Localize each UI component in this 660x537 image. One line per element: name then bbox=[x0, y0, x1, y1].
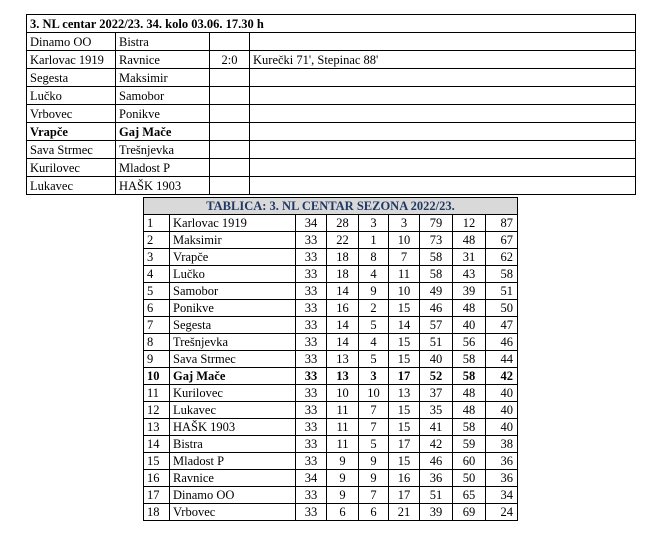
fixture-away-team: Ponikve bbox=[116, 105, 210, 123]
standings-draws: 9 bbox=[359, 453, 389, 470]
fixture-home-team: Karlovac 1919 bbox=[27, 51, 116, 69]
standings-goals-for: 42 bbox=[420, 436, 453, 453]
standings-goals-against: 50 bbox=[453, 470, 486, 487]
standings-row bbox=[144, 283, 518, 300]
standings-row bbox=[144, 215, 518, 232]
standings-goals-for: 73 bbox=[420, 232, 453, 249]
standings-goals-against: 58 bbox=[453, 419, 486, 436]
standings-losses: 15 bbox=[389, 402, 420, 419]
standings-wins: 22 bbox=[327, 232, 359, 249]
standings-draws: 5 bbox=[359, 436, 389, 453]
fixture-score bbox=[210, 87, 250, 105]
standings-row bbox=[144, 436, 518, 453]
standings-goals-for: 51 bbox=[420, 487, 453, 504]
standings-draws: 3 bbox=[359, 215, 389, 232]
standings-points: 44 bbox=[486, 351, 518, 368]
standings-position: 4 bbox=[144, 266, 170, 283]
standings-row bbox=[144, 368, 518, 385]
standings-losses: 16 bbox=[389, 470, 420, 487]
standings-losses: 21 bbox=[389, 504, 420, 521]
standings-points: 40 bbox=[486, 385, 518, 402]
standings-points: 38 bbox=[486, 436, 518, 453]
standings-losses: 11 bbox=[389, 266, 420, 283]
standings-goals-against: 48 bbox=[453, 300, 486, 317]
fixture-score bbox=[210, 177, 250, 195]
fixture-scorers bbox=[250, 33, 636, 51]
fixture-scorers bbox=[250, 87, 636, 105]
standings-goals-for: 41 bbox=[420, 419, 453, 436]
fixture-scorers bbox=[250, 159, 636, 177]
standings-row bbox=[144, 232, 518, 249]
standings-team: Gaj Mače bbox=[170, 368, 296, 385]
fixture-score bbox=[210, 123, 250, 141]
standings-goals-for: 51 bbox=[420, 334, 453, 351]
standings-points: 24 bbox=[486, 504, 518, 521]
standings-draws: 4 bbox=[359, 266, 389, 283]
standings-played: 33 bbox=[296, 232, 327, 249]
standings-goals-against: 48 bbox=[453, 402, 486, 419]
fixture-score bbox=[210, 105, 250, 123]
fixture-row bbox=[27, 177, 636, 195]
standings-draws: 10 bbox=[359, 385, 389, 402]
standings-draws: 7 bbox=[359, 402, 389, 419]
standings-draws: 4 bbox=[359, 334, 389, 351]
fixture-scorers bbox=[250, 123, 636, 141]
standings-losses: 15 bbox=[389, 453, 420, 470]
fixture-scorers: Kurečki 71', Stepinac 88' bbox=[250, 51, 636, 69]
standings-position: 14 bbox=[144, 436, 170, 453]
standings-goals-for: 57 bbox=[420, 317, 453, 334]
standings-position: 10 bbox=[144, 368, 170, 385]
fixture-away-team: Mladost P bbox=[116, 159, 210, 177]
fixture-score: 2:0 bbox=[210, 51, 250, 69]
standings-goals-against: 31 bbox=[453, 249, 486, 266]
standings-points: 67 bbox=[486, 232, 518, 249]
standings-wins: 9 bbox=[327, 487, 359, 504]
standings-team: Segesta bbox=[170, 317, 296, 334]
fixture-home-team: Kurilovec bbox=[27, 159, 116, 177]
fixture-away-team: Gaj Mače bbox=[116, 123, 210, 141]
standings-row bbox=[144, 487, 518, 504]
standings-points: 51 bbox=[486, 283, 518, 300]
standings-losses: 3 bbox=[389, 215, 420, 232]
standings-table bbox=[143, 197, 518, 521]
standings-goals-against: 56 bbox=[453, 334, 486, 351]
fixtures-title: 3. NL centar 2022/23. 34. kolo 03.06. 17.30 h bbox=[27, 15, 636, 33]
standings-team: Sava Strmec bbox=[170, 351, 296, 368]
standings-position: 9 bbox=[144, 351, 170, 368]
standings-wins: 13 bbox=[327, 351, 359, 368]
standings-goals-for: 37 bbox=[420, 385, 453, 402]
standings-goals-against: 69 bbox=[453, 504, 486, 521]
fixture-scorers bbox=[250, 105, 636, 123]
standings-position: 11 bbox=[144, 385, 170, 402]
standings-wins: 18 bbox=[327, 249, 359, 266]
standings-goals-for: 46 bbox=[420, 453, 453, 470]
standings-points: 58 bbox=[486, 266, 518, 283]
standings-position: 8 bbox=[144, 334, 170, 351]
standings-played: 34 bbox=[296, 470, 327, 487]
standings-losses: 13 bbox=[389, 385, 420, 402]
standings-goals-against: 59 bbox=[453, 436, 486, 453]
standings-wins: 9 bbox=[327, 470, 359, 487]
standings-team: Lučko bbox=[170, 266, 296, 283]
standings-played: 33 bbox=[296, 402, 327, 419]
fixture-scorers bbox=[250, 141, 636, 159]
standings-draws: 5 bbox=[359, 317, 389, 334]
standings-team: Karlovac 1919 bbox=[170, 215, 296, 232]
standings-team: Mladost P bbox=[170, 453, 296, 470]
standings-wins: 11 bbox=[327, 419, 359, 436]
fixture-home-team: Segesta bbox=[27, 69, 116, 87]
standings-wins: 13 bbox=[327, 368, 359, 385]
standings-wins: 18 bbox=[327, 266, 359, 283]
standings-played: 33 bbox=[296, 453, 327, 470]
fixture-row bbox=[27, 141, 636, 159]
fixture-away-team: HAŠK 1903 bbox=[116, 177, 210, 195]
fixture-row bbox=[27, 159, 636, 177]
standings-row bbox=[144, 266, 518, 283]
standings-position: 13 bbox=[144, 419, 170, 436]
standings-losses: 14 bbox=[389, 317, 420, 334]
standings-points: 40 bbox=[486, 419, 518, 436]
standings-team: Samobor bbox=[170, 283, 296, 300]
standings-points: 87 bbox=[486, 215, 518, 232]
fixture-row bbox=[27, 51, 636, 69]
standings-goals-for: 39 bbox=[420, 504, 453, 521]
standings-team: Ravnice bbox=[170, 470, 296, 487]
fixture-away-team: Bistra bbox=[116, 33, 210, 51]
standings-played: 33 bbox=[296, 317, 327, 334]
standings-position: 12 bbox=[144, 402, 170, 419]
standings-goals-against: 40 bbox=[453, 317, 486, 334]
fixture-score bbox=[210, 141, 250, 159]
standings-position: 1 bbox=[144, 215, 170, 232]
standings-points: 36 bbox=[486, 470, 518, 487]
standings-position: 16 bbox=[144, 470, 170, 487]
standings-team: Trešnjevka bbox=[170, 334, 296, 351]
standings-wins: 16 bbox=[327, 300, 359, 317]
standings-position: 5 bbox=[144, 283, 170, 300]
standings-losses: 15 bbox=[389, 300, 420, 317]
standings-position: 15 bbox=[144, 453, 170, 470]
standings-team: Kurilovec bbox=[170, 385, 296, 402]
standings-losses: 10 bbox=[389, 232, 420, 249]
standings-wins: 9 bbox=[327, 453, 359, 470]
fixture-scorers bbox=[250, 177, 636, 195]
standings-draws: 7 bbox=[359, 487, 389, 504]
fixture-away-team: Maksimir bbox=[116, 69, 210, 87]
standings-losses: 17 bbox=[389, 487, 420, 504]
standings-position: 18 bbox=[144, 504, 170, 521]
standings-position: 2 bbox=[144, 232, 170, 249]
fixture-away-team: Trešnjevka bbox=[116, 141, 210, 159]
standings-draws: 5 bbox=[359, 351, 389, 368]
standings-points: 62 bbox=[486, 249, 518, 266]
fixture-home-team: Sava Strmec bbox=[27, 141, 116, 159]
standings-wins: 6 bbox=[327, 504, 359, 521]
fixture-away-team: Ravnice bbox=[116, 51, 210, 69]
standings-row bbox=[144, 249, 518, 266]
standings-played: 33 bbox=[296, 351, 327, 368]
standings-team: Vrapče bbox=[170, 249, 296, 266]
standings-goals-for: 58 bbox=[420, 266, 453, 283]
standings-played: 33 bbox=[296, 368, 327, 385]
standings-losses: 17 bbox=[389, 368, 420, 385]
standings-row bbox=[144, 351, 518, 368]
standings-row bbox=[144, 453, 518, 470]
standings-goals-for: 58 bbox=[420, 249, 453, 266]
fixture-score bbox=[210, 69, 250, 87]
standings-title: TABLICA: 3. NL CENTAR SEZONA 2022/23. bbox=[144, 198, 518, 215]
standings-goals-for: 79 bbox=[420, 215, 453, 232]
fixture-home-team: Lučko bbox=[27, 87, 116, 105]
standings-played: 33 bbox=[296, 334, 327, 351]
standings-team: Vrbovec bbox=[170, 504, 296, 521]
standings-played: 33 bbox=[296, 283, 327, 300]
standings-team: Dinamo OO bbox=[170, 487, 296, 504]
standings-goals-against: 60 bbox=[453, 453, 486, 470]
standings-points: 47 bbox=[486, 317, 518, 334]
standings-losses: 15 bbox=[389, 334, 420, 351]
standings-played: 33 bbox=[296, 266, 327, 283]
standings-points: 40 bbox=[486, 402, 518, 419]
standings-row bbox=[144, 317, 518, 334]
standings-team: Ponikve bbox=[170, 300, 296, 317]
standings-team: Maksimir bbox=[170, 232, 296, 249]
standings-losses: 10 bbox=[389, 283, 420, 300]
standings-draws: 8 bbox=[359, 249, 389, 266]
standings-played: 34 bbox=[296, 215, 327, 232]
standings-team: HAŠK 1903 bbox=[170, 419, 296, 436]
standings-row bbox=[144, 402, 518, 419]
standings-played: 33 bbox=[296, 249, 327, 266]
standings-played: 33 bbox=[296, 504, 327, 521]
fixture-home-team: Dinamo OO bbox=[27, 33, 116, 51]
standings-wins: 11 bbox=[327, 436, 359, 453]
standings-losses: 15 bbox=[389, 419, 420, 436]
standings-position: 7 bbox=[144, 317, 170, 334]
standings-wins: 14 bbox=[327, 317, 359, 334]
standings-row bbox=[144, 300, 518, 317]
standings-draws: 9 bbox=[359, 470, 389, 487]
standings-points: 42 bbox=[486, 368, 518, 385]
standings-points: 36 bbox=[486, 453, 518, 470]
standings-goals-for: 40 bbox=[420, 351, 453, 368]
standings-position: 3 bbox=[144, 249, 170, 266]
standings-wins: 28 bbox=[327, 215, 359, 232]
standings-row bbox=[144, 419, 518, 436]
standings-played: 33 bbox=[296, 436, 327, 453]
standings-points: 46 bbox=[486, 334, 518, 351]
standings-wins: 11 bbox=[327, 402, 359, 419]
standings-losses: 17 bbox=[389, 436, 420, 453]
standings-draws: 6 bbox=[359, 504, 389, 521]
standings-draws: 1 bbox=[359, 232, 389, 249]
standings-draws: 9 bbox=[359, 283, 389, 300]
standings-goals-against: 39 bbox=[453, 283, 486, 300]
standings-goals-for: 36 bbox=[420, 470, 453, 487]
fixture-home-team: Lukavec bbox=[27, 177, 116, 195]
standings-draws: 3 bbox=[359, 368, 389, 385]
standings-row bbox=[144, 334, 518, 351]
standings-row bbox=[144, 470, 518, 487]
standings-goals-for: 46 bbox=[420, 300, 453, 317]
fixture-scorers bbox=[250, 69, 636, 87]
fixture-row bbox=[27, 123, 636, 141]
standings-team: Lukavec bbox=[170, 402, 296, 419]
standings-goals-against: 12 bbox=[453, 215, 486, 232]
standings-team: Bistra bbox=[170, 436, 296, 453]
standings-played: 33 bbox=[296, 419, 327, 436]
fixture-home-team: Vrapče bbox=[27, 123, 116, 141]
standings-goals-against: 65 bbox=[453, 487, 486, 504]
fixture-home-team: Vrbovec bbox=[27, 105, 116, 123]
standings-played: 33 bbox=[296, 300, 327, 317]
standings-points: 50 bbox=[486, 300, 518, 317]
fixture-score bbox=[210, 159, 250, 177]
standings-goals-for: 49 bbox=[420, 283, 453, 300]
standings-goals-for: 35 bbox=[420, 402, 453, 419]
standings-position: 17 bbox=[144, 487, 170, 504]
standings-goals-against: 58 bbox=[453, 351, 486, 368]
standings-goals-against: 48 bbox=[453, 232, 486, 249]
standings-goals-against: 58 bbox=[453, 368, 486, 385]
fixture-row bbox=[27, 105, 636, 123]
standings-wins: 14 bbox=[327, 334, 359, 351]
standings-draws: 7 bbox=[359, 419, 389, 436]
standings-played: 33 bbox=[296, 487, 327, 504]
standings-wins: 10 bbox=[327, 385, 359, 402]
standings-goals-against: 48 bbox=[453, 385, 486, 402]
fixture-row bbox=[27, 69, 636, 87]
standings-points: 34 bbox=[486, 487, 518, 504]
standings-draws: 2 bbox=[359, 300, 389, 317]
standings-losses: 7 bbox=[389, 249, 420, 266]
standings-wins: 14 bbox=[327, 283, 359, 300]
standings-goals-against: 43 bbox=[453, 266, 486, 283]
fixture-row bbox=[27, 33, 636, 51]
fixture-score bbox=[210, 33, 250, 51]
fixture-row bbox=[27, 87, 636, 105]
standings-goals-for: 52 bbox=[420, 368, 453, 385]
fixtures-table bbox=[26, 14, 636, 195]
standings-row bbox=[144, 504, 518, 521]
fixture-away-team: Samobor bbox=[116, 87, 210, 105]
standings-played: 33 bbox=[296, 385, 327, 402]
standings-row bbox=[144, 385, 518, 402]
standings-losses: 15 bbox=[389, 351, 420, 368]
standings-position: 6 bbox=[144, 300, 170, 317]
